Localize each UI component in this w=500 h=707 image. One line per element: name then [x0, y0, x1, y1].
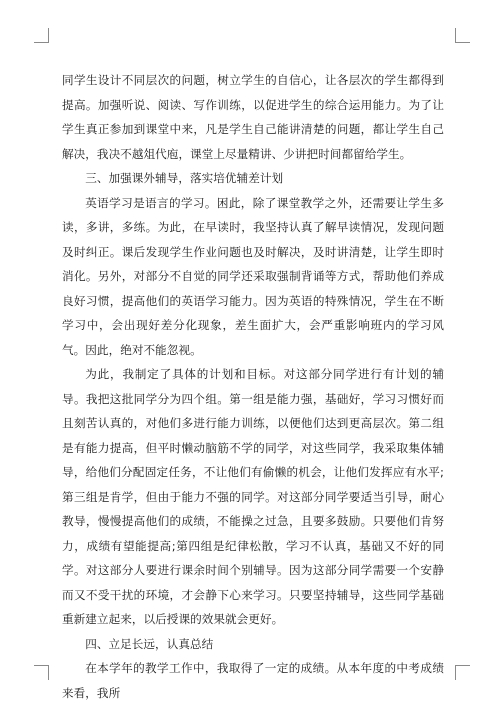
document-body	[62, 68, 444, 705]
section-heading-3: 三、加强课外辅导，落实培优辅差计划	[85, 171, 284, 185]
paragraph-continued: 同学生设计不同层次的问题，树立学生的自信心，让各层次的学生都得到提高。加强听说、阅读、写作训练，以促进学生的综合运用能力。为了让学生真正参加到课堂中来，凡是学生自己能讲清楚的问题，都让学生自己解决，我决不越俎代庖，课堂上尽量精讲、少讲把时间都留给学生。	[62, 73, 444, 161]
crop-mark-top-left	[34, 28, 49, 43]
crop-mark-bottom-right	[455, 665, 470, 680]
section-heading-4: 四、立足长远，认真总结	[85, 636, 214, 651]
paragraph: 英语学习是语言的学习。困此，除了课堂教学之外，还需要让学生多读，多讲，多练。为此，在早读时，我坚持认真了解早读情况，发现问题及时纠正。课后发现学生作业问题也及时解决，及时讲清楚，让学生即时消化。另外，对部分不自觉的同学还采取强制背诵等方式，帮助他们养成良好习惯，提高他们的英语学习能力。因为英语的特殊情况，学生在不断学习中，会出现好差分化现象，差生面扩大，会严重影响班内的学习风气。因此，绝对不能忽视。	[62, 195, 444, 357]
paragraph: 在本学年的教学工作中，我取得了一定的成绩。从本年度的中考成绩来看，我所	[62, 661, 444, 700]
crop-mark-bottom-left	[34, 665, 49, 680]
crop-mark-top-right	[455, 28, 470, 43]
paragraph: 为此，我制定了具体的计划和目标。对这部分同学进行有计划的辅导。我把这批同学分为四个组。第一组是能力强，基础好，学习习惯好而且刻苦认真的，对他们多进行能力训练，以便他们达到更高层次。第二组是有能力提高，但平时懒动脑筋不学的同学，对这些同学，我采取集体辅导，给他们分配固定任务，不让他们有偷懒的机会，让他们发挥应有水平;第三组是肯学，但由于能力不强的同学。对这部分同学要适当引导，耐心教导，慢慢提高他们的成绩，不能操之过急，且要多鼓励。只要他们肯努力，成绩有望能提高;第四组是纪律松散，学习不认真，基础又不好的同学。对这部分人要进行课余时间个别辅导。因为这部分同学需要一个安静而又不受干扰的环境，才会静下心来学习。只要坚持辅导，这些同学基础重新建立起来，以后授课的效果就会更好。	[62, 367, 444, 626]
